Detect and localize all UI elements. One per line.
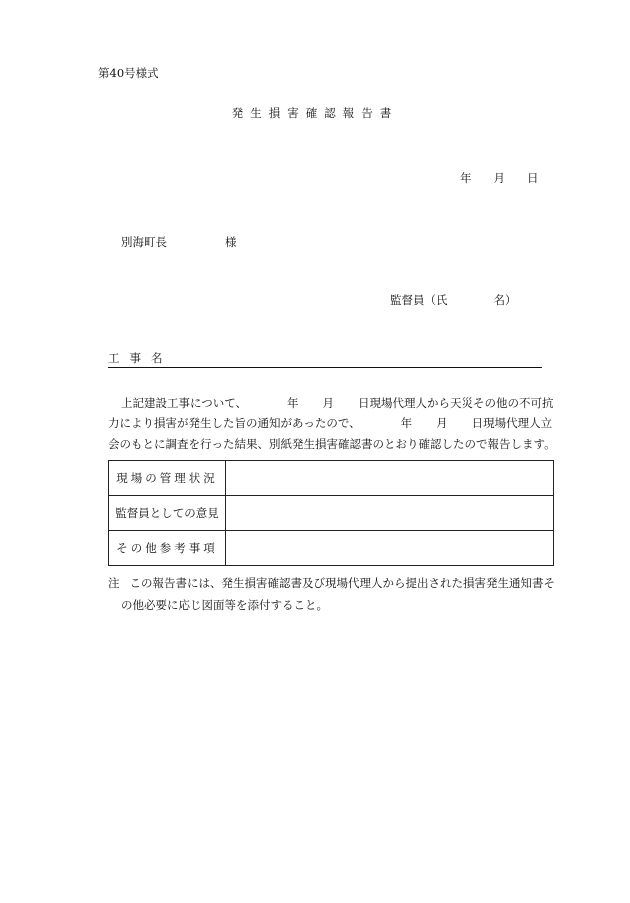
body-line-3: 会のもとに調査を行った結果、別紙発生損害確認書のとおり確認したので報告します。 [108, 437, 556, 451]
body-text: 日現場代理人から天災その他の不可抗 [358, 396, 554, 410]
addressee-honorific: 様 [225, 235, 237, 249]
date-month-label: 月 [493, 171, 505, 185]
note-text: この報告書には、発生損害確認書及び現場代理人から提出された損害発生通知書そ [129, 576, 555, 590]
addressee-name: 別海町長 [121, 235, 167, 249]
body-line-1 [121, 398, 554, 410]
note-marker: 注 [108, 576, 120, 590]
date-day-label: 日 [527, 171, 539, 185]
row-value [226, 461, 554, 496]
supervisor-signature [390, 295, 517, 307]
body-text: 日現場代理人立 [471, 416, 553, 430]
body-text: 力により損害が発生した旨の通知があったので、 [108, 416, 361, 430]
work-name-field [108, 353, 542, 368]
row-value [226, 531, 554, 566]
work-name-label: 工事名 [108, 351, 173, 365]
row-label-text: 監督員としての意見 [115, 506, 219, 520]
note-line-2: の他必要に応じ図面等を添付すること。 [121, 598, 328, 612]
body-year-label: 年 [400, 416, 413, 430]
addressee [121, 237, 237, 249]
supervisor-suffix: 名） [493, 293, 517, 307]
row-label-text: その他参考事項 [116, 541, 218, 555]
note-line-1 [108, 578, 555, 590]
table-row [109, 496, 554, 531]
body-year-label: 年 [287, 396, 299, 410]
supervisor-label: 監督員（氏 [390, 293, 448, 307]
row-label [109, 531, 226, 566]
body-month-label: 月 [436, 416, 448, 430]
row-value [226, 496, 554, 531]
form-number: 第40号様式 [98, 66, 159, 80]
row-label [109, 496, 226, 531]
date-line [460, 173, 539, 185]
document-title: 発生損害確認報告書 [231, 106, 399, 120]
body-text: 上記建設工事について、 [121, 396, 248, 410]
table-row [109, 531, 554, 566]
row-label [109, 461, 226, 496]
body-month-label: 月 [322, 396, 335, 410]
table-row [109, 461, 554, 496]
body-line-2 [108, 418, 552, 430]
row-label-text: 現場の管理状況 [116, 471, 218, 485]
date-year-label: 年 [460, 171, 472, 185]
report-table [108, 460, 554, 566]
